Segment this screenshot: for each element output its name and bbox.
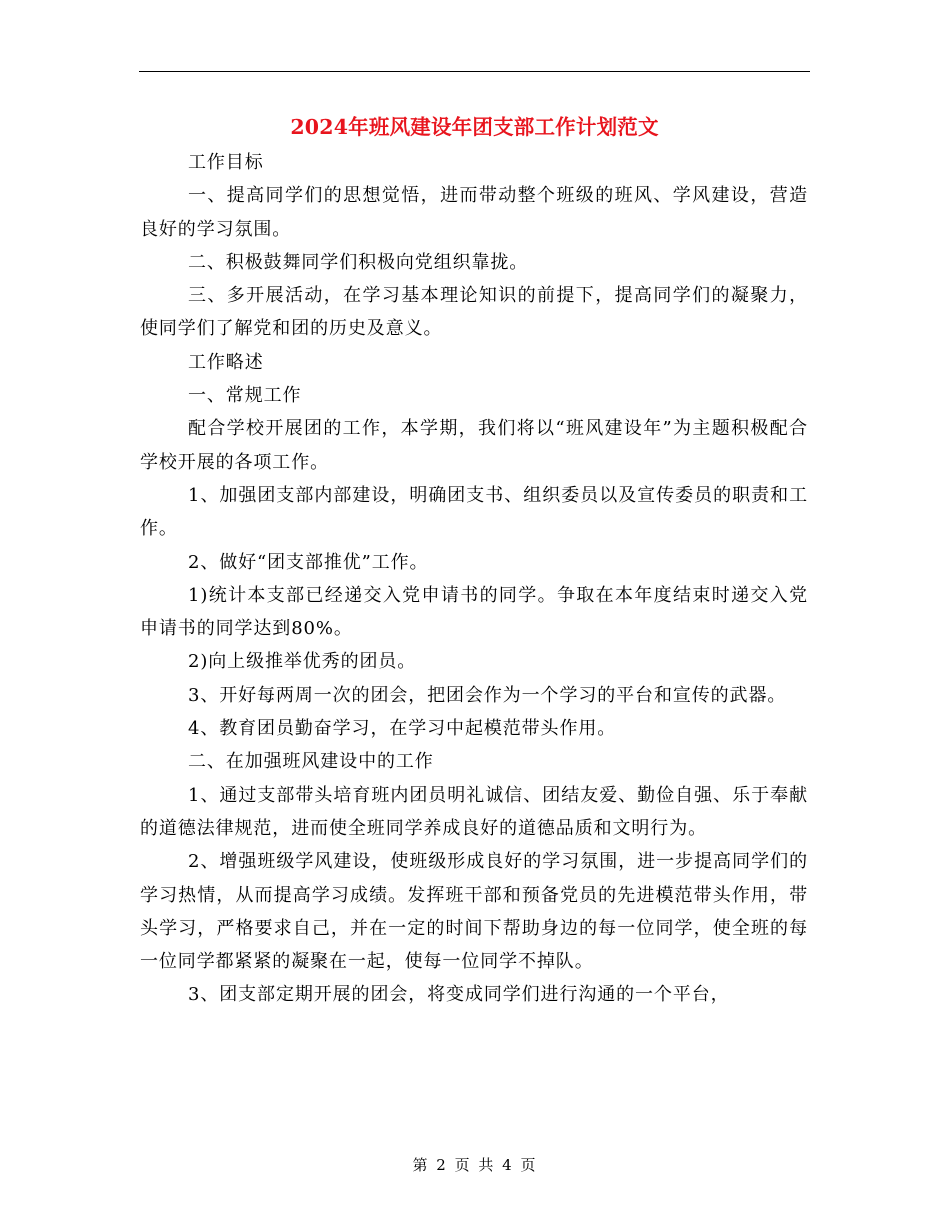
paragraph: 1)统计本支部已经递交入党申请书的同学。争取在本年度结束时递交入党申请书的同学达到80%。 bbox=[140, 584, 808, 640]
paragraph: 配合学校开展团的工作，本学期，我们将以“班风建设年”为主题积极配合学校开展的各项工作。 bbox=[140, 418, 808, 473]
paragraph: 一、提高同学们的思想觉悟，进而带动整个班级的班风、学风建设，营造良好的学习氛围。 bbox=[140, 185, 808, 240]
subsection-heading: 一、常规工作 bbox=[188, 385, 302, 407]
section-heading: 工作目标 bbox=[188, 152, 264, 173]
paragraph: 3、团支部定期开展的团会，将变成同学们进行沟通的一个平台， bbox=[188, 984, 730, 1006]
document-body bbox=[140, 146, 808, 1012]
paragraph: 2、增强班级学风建设，使班级形成良好的学习氛围，进一步提高同学们的学习热情，从而提高学习成绩。发挥班干部和预备党员的先进模范带头作用，带头学习，严格要求自己，并在一定的时间下帮助身边的每一位同学，使全班的每一位同学都紧紧的凝聚在一起，使每一位同学不掉队。 bbox=[140, 851, 808, 973]
paragraph: 2)向上级推举优秀的团员。 bbox=[188, 651, 417, 673]
section-heading: 工作略述 bbox=[188, 351, 264, 373]
paragraph: 三、多开展活动，在学习基本理论知识的前提下，提高同学们的凝聚力，使同学们了解党和团的历史及意义。 bbox=[140, 285, 808, 340]
document-title: 2024年班风建设年团支部工作计划范文 bbox=[290, 115, 659, 139]
paragraph: 2、做好“团支部推优”工作。 bbox=[188, 551, 429, 573]
paragraph: 4、教育团员勤奋学习，在学习中起模范带头作用。 bbox=[188, 718, 617, 740]
paragraph: 1、通过支部带头培育班内团员明礼诚信、团结友爱、勤俭自强、乐于奉献的道德法律规范，进而使全班同学养成良好的道德品质和文明行为。 bbox=[140, 784, 808, 839]
paragraph: 二、积极鼓舞同学们积极向党组织靠拢。 bbox=[188, 251, 529, 273]
header-rule bbox=[139, 71, 810, 72]
paragraph: 1、加强团支部内部建设，明确团支书、组织委员以及宣传委员的职责和工作。 bbox=[140, 484, 808, 540]
paragraph: 3、开好每两周一次的团会，把团会作为一个学习的平台和宣传的武器。 bbox=[188, 684, 787, 706]
page-number: 第 2 页 共 4 页 bbox=[412, 1156, 538, 1174]
subsection-heading: 二、在加强班风建设中的工作 bbox=[188, 751, 434, 773]
